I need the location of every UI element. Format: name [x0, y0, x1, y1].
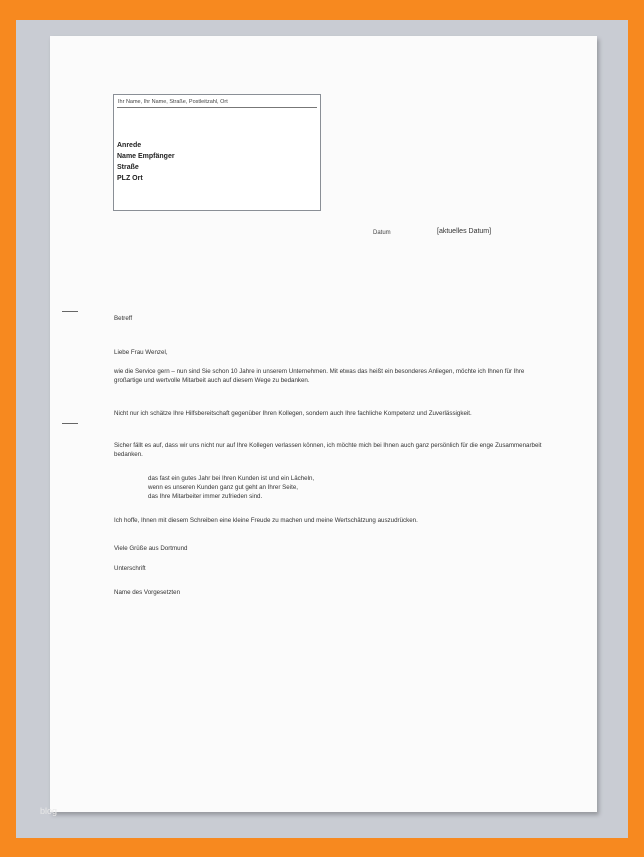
sender-line: Ihr Name, Ihr Name, Straße, Postleitzahl, Ort [118, 99, 228, 105]
signature-label: Unterschrift [114, 565, 146, 572]
sender-rule [117, 107, 317, 108]
recipient-line: Name Empfänger [117, 153, 175, 160]
subject: Betreff [114, 315, 133, 322]
recipient-address [117, 140, 175, 184]
address-window [113, 94, 321, 211]
paragraph-1: wie die Service gern – nun sind Sie schon 10 Jahre in unserem Unternehmen. Mit etwas das heißt ein besonderes Anliegen, möchte ich Ihnen für Ihre großartige und wertvolle Mitarbeit auch auf diesem Wege zu bedanken. [114, 368, 525, 384]
paragraph-4: Ich hoffe, Ihnen mit diesem Schreiben eine kleine Freude zu machen und meine Wertschätzung auszudrücken. [114, 517, 418, 524]
punch-mark [62, 423, 78, 424]
salutation: Liebe Frau Wenzel, [114, 349, 168, 356]
fold-mark [62, 311, 78, 312]
closing: Viele Grüße aus Dortmund [114, 545, 188, 552]
list-item: das Ihre Mitarbeiter immer zufrieden sind. [148, 493, 263, 500]
paragraph-3: Sicher fällt es auf, dass wir uns nicht nur auf Ihre Kollegen verlassen können, ich möchte mich bei Ihnen auch ganz persönlich für die enge Zusammenarbeit bedanken. [114, 442, 542, 458]
list-item: wenn es unseren Kunden ganz gut geht an Ihrer Seite, [148, 484, 298, 491]
recipient-line: Straße [117, 164, 139, 171]
list-item: das fast ein gutes Jahr bei Ihren Kunden ist und ein Lächeln, [148, 475, 315, 482]
date-value: [aktuelles Datum] [437, 228, 492, 235]
recipient-line: PLZ Ort [117, 175, 143, 182]
date-label: Datum [373, 230, 391, 236]
signer-name: Name des Vorgesetzten [114, 589, 181, 596]
paragraph-2: Nicht nur ich schätze Ihre Hilfsbereitschaft gegenüber Ihren Kollegen, sondern auch Ihre fachliche Kompetenz und Zuverlässigkeit. [114, 410, 472, 417]
recipient-line: Anrede [117, 142, 142, 149]
watermark: blog [40, 806, 58, 816]
letter-page [50, 36, 597, 812]
bullet-list [148, 474, 448, 501]
